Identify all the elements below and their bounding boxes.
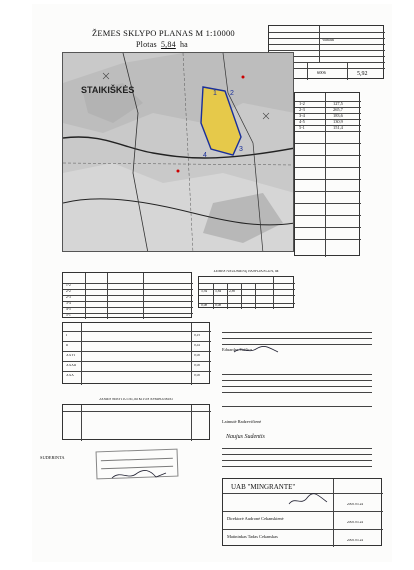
left-label: SUDERINTA bbox=[40, 456, 65, 460]
number-value: 5,92 bbox=[357, 71, 368, 77]
area-line bbox=[136, 40, 188, 49]
usage-value: 5,84 bbox=[215, 290, 222, 293]
area-label: Plotas bbox=[136, 40, 157, 49]
company-date: 2005.05.24 bbox=[347, 503, 364, 506]
usage-value: 5,92 bbox=[201, 290, 208, 293]
company-person: Matininkas Tadas Čekanskas bbox=[227, 535, 278, 539]
coord-line: 3-4 bbox=[299, 114, 305, 118]
number-value: 6006 bbox=[317, 71, 326, 75]
coord-length: 183,6 bbox=[333, 114, 343, 118]
boundary-line: 4-5 bbox=[66, 308, 71, 311]
coord-length: 127,5 bbox=[333, 102, 343, 106]
coord-table bbox=[294, 92, 360, 256]
right-notes bbox=[222, 322, 382, 432]
map-place-label: STAIKIŠKĖS bbox=[81, 85, 135, 95]
boundary-line: 5-1 bbox=[66, 314, 71, 317]
company-name: UAB "MINGRANTE" bbox=[231, 483, 296, 491]
company-date: 2005.05.24 bbox=[347, 521, 364, 524]
restriction-area: 0,05 bbox=[194, 364, 201, 367]
boundary-table bbox=[62, 272, 192, 318]
boundary-line: 2-3 bbox=[66, 296, 71, 299]
surveyor-notes bbox=[222, 442, 372, 470]
plan-title: ŽEMES SKLYPO PLANAS M 1:10000 bbox=[92, 28, 235, 38]
restriction-area: 0,05 bbox=[194, 374, 201, 377]
restriction-code: XXX bbox=[66, 374, 74, 377]
boundary-line: 2-2 bbox=[66, 290, 71, 293]
coord-line: 4-5 bbox=[299, 120, 305, 124]
map-point-label: 3 bbox=[239, 146, 243, 153]
usage-table bbox=[198, 276, 294, 308]
restriction-code: XXXII bbox=[66, 364, 77, 367]
surveyor-name: Naujus Sudentis bbox=[226, 434, 265, 440]
area-unit: ha bbox=[179, 40, 188, 49]
coord-length: 130,9 bbox=[333, 120, 343, 124]
coord-length: 151,4 bbox=[333, 126, 343, 130]
restriction-code: I bbox=[66, 334, 68, 337]
company-block bbox=[222, 478, 382, 546]
company-date: 2005.05.24 bbox=[347, 539, 364, 542]
map-point-label: 1 bbox=[213, 90, 217, 97]
restriction-area: 0,19 bbox=[194, 334, 201, 337]
restriction-area: 0,41 bbox=[194, 344, 201, 347]
approval-signature bbox=[110, 468, 170, 482]
company-person: Direktorė Audronė Čekanskienė bbox=[227, 517, 284, 521]
coord-line: 1-2 bbox=[299, 102, 305, 106]
coord-length: 265,7 bbox=[333, 108, 343, 112]
note-name: Eduardas Vaičius bbox=[222, 348, 253, 352]
company-signature bbox=[287, 492, 331, 508]
boundary-line: 1-2 bbox=[66, 284, 71, 287]
plan-sheet bbox=[32, 4, 392, 562]
boundary-line: 3-4 bbox=[66, 302, 71, 305]
map-point-label: 4 bbox=[203, 152, 207, 159]
area-value: 5,84 bbox=[160, 40, 176, 49]
usage-value: 2,89 bbox=[229, 290, 236, 293]
restriction-area: 0,05 bbox=[194, 354, 201, 357]
map-point-label: 2 bbox=[230, 90, 234, 97]
restrictions-table bbox=[62, 322, 210, 384]
coord-line: 2-3 bbox=[299, 108, 305, 112]
usage-value: 0,08 bbox=[201, 304, 208, 307]
easement-table-title: ŽEMĖS SERVITUTAI, ha KITOS APRIBOJIMAI bbox=[99, 398, 173, 401]
restriction-code: XXVI bbox=[66, 354, 75, 357]
cadastral-map bbox=[62, 52, 294, 252]
note-name: Laimutė Radzevičienė bbox=[222, 420, 262, 424]
usage-table-title: ŽEMĖS NAUDMENŲ EKSPLIKACIJA, ha bbox=[213, 270, 279, 273]
map-graphic bbox=[63, 53, 294, 252]
easement-table bbox=[62, 404, 210, 440]
usage-value: 0,08 bbox=[215, 304, 222, 307]
coord-line: 5-1 bbox=[299, 126, 305, 130]
signature bbox=[232, 344, 282, 356]
restriction-code: II bbox=[66, 344, 69, 347]
info-value: Vilniaus bbox=[322, 39, 334, 42]
